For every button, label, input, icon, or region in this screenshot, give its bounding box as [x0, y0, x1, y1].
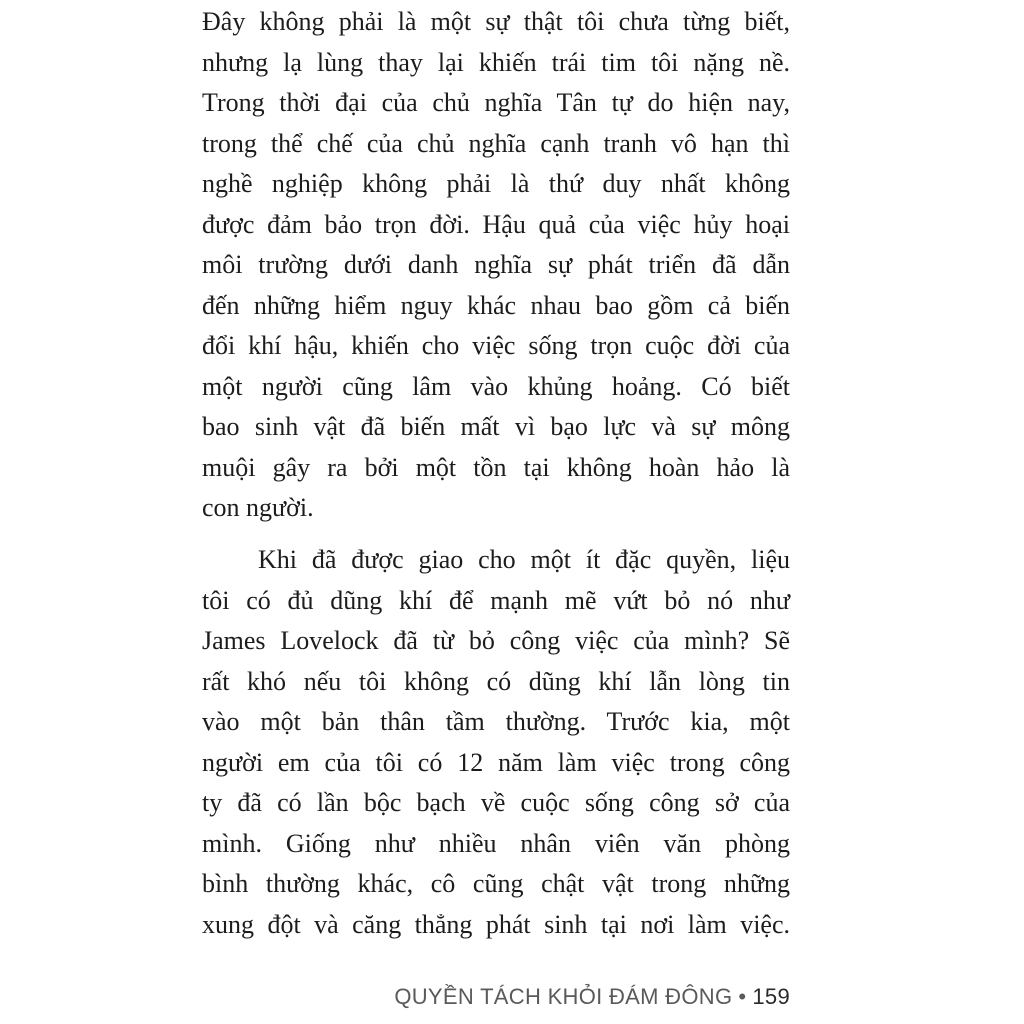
paragraph-line: mình. Giống như nhiều nhân viên văn phòng: [202, 828, 790, 858]
page-number: 159: [752, 984, 790, 1009]
paragraph-line: tôi có đủ dũng khí để mạnh mẽ vứt bỏ nó như: [202, 585, 790, 615]
paragraph-line: đến những hiểm nguy khác nhau bao gồm cả biến: [202, 290, 790, 320]
paragraph-line: môi trường dưới danh nghĩa sự phát triển đã dẫn: [202, 250, 790, 279]
paragraph-line: nhưng lạ lùng thay lại khiến trái tim tôi nặng nề.: [202, 47, 790, 77]
paragraph-2: [202, 540, 790, 945]
paragraph-line: James Lovelock đã từ bỏ công việc của mình? Sẽ: [202, 626, 790, 655]
paragraph-line: người em của tôi có 12 năm làm việc trong công: [202, 747, 790, 777]
paragraph-line: vào một bản thân tầm thường. Trước kia, một: [202, 707, 790, 736]
page-footer: [394, 984, 790, 1010]
paragraph-line: trong thể chế của chủ nghĩa cạnh tranh vô hạn thì: [202, 128, 790, 158]
paragraph-line: con người.: [202, 493, 314, 522]
paragraph-line: xung đột và căng thẳng phát sinh tại nơi làm việc.: [202, 909, 790, 939]
footer-separator: •: [738, 984, 747, 1009]
running-title: QUYỀN TÁCH KHỎI ĐÁM ĐÔNG: [394, 984, 733, 1009]
paragraph-line: được đảm bảo trọn đời. Hậu quả của việc hủy hoại: [202, 209, 790, 239]
paragraph-line: nghề nghiệp không phải là thứ duy nhất không: [202, 169, 790, 198]
paragraph-1: [202, 2, 790, 529]
paragraph-line: bình thường khác, cô cũng chật vật trong những: [202, 869, 790, 898]
paragraph-line: một người cũng lâm vào khủng hoảng. Có biết: [202, 371, 790, 401]
paragraph-line: bao sinh vật đã biến mất vì bạo lực và sự mông: [202, 412, 790, 441]
paragraph-line: Đây không phải là một sự thật tôi chưa từng biết,: [202, 7, 790, 36]
paragraph-line: muội gây ra bởi một tồn tại không hoàn hảo là: [202, 452, 790, 482]
paragraph-line: Khi đã được giao cho một ít đặc quyền, liệu: [258, 545, 790, 574]
paragraph-line: rất khó nếu tôi không có dũng khí lẫn lòng tin: [202, 666, 790, 696]
paragraph-line: ty đã có lần bộc bạch về cuộc sống công sở của: [202, 788, 790, 817]
paragraph-line: đổi khí hậu, khiến cho việc sống trọn cuộc đời của: [202, 331, 790, 360]
paragraph-line: Trong thời đại của chủ nghĩa Tân tự do hiện nay,: [202, 88, 790, 117]
